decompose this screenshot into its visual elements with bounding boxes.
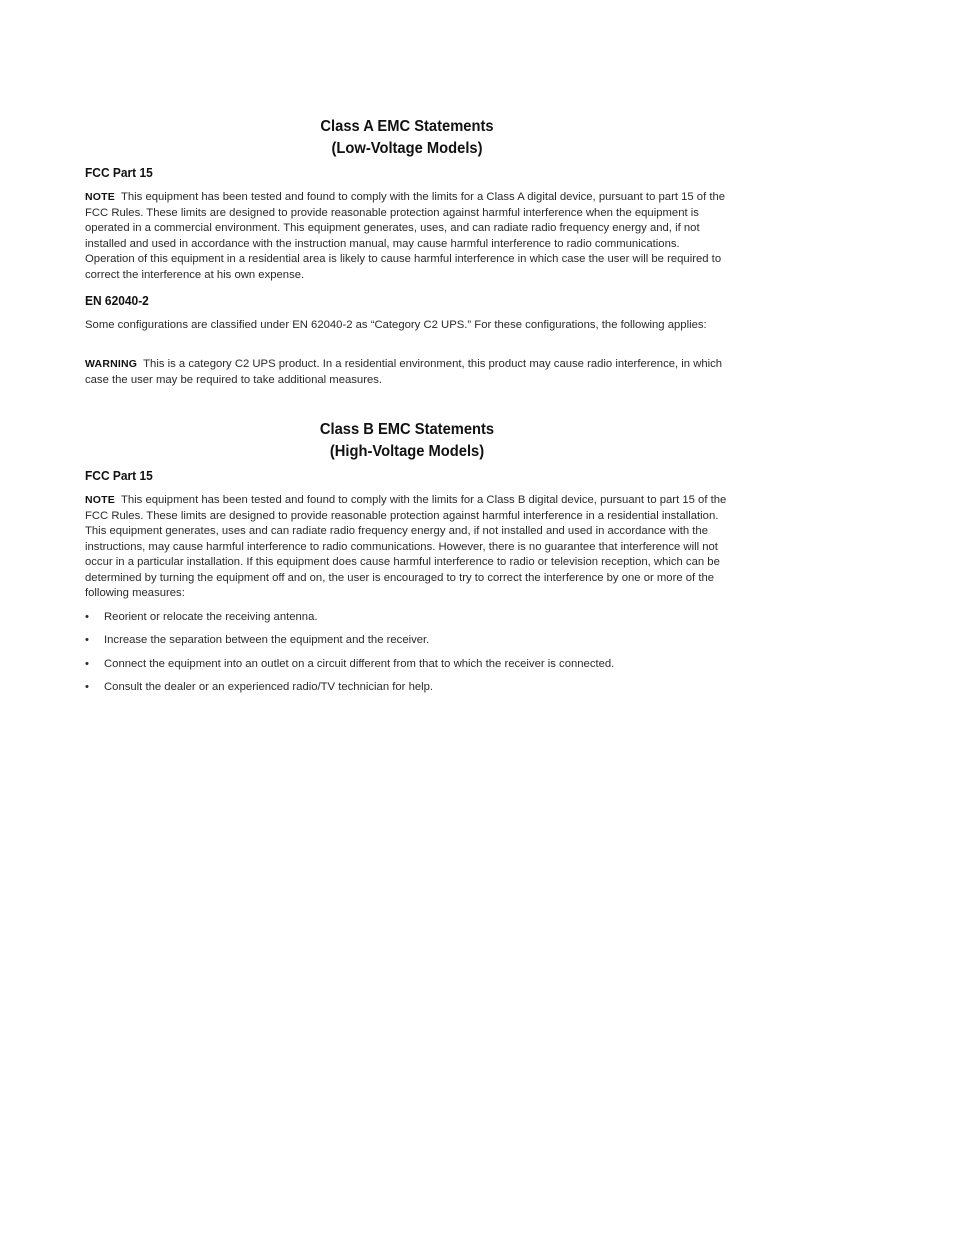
- class-a-note-text: This equipment has been tested and found to comply with the limits for a Class A digital device, pursuant to part 15 of the FCC Rules. These limits are designed to provide reasonable protection against harmful interference when the equipment is operated in a commercial environment. This equipment generates, uses, and can radiate radio frequency energy and, if not installed and used in accordance with the instruction manual, may cause harmful interference to radio communications. Operation of this equipment in a residential area is likely to cause harmful interference in which case the user will be required to correct the interference at his own expense.: [85, 191, 726, 281]
- bullet-icon: •: [85, 611, 89, 623]
- en-62040-paragraph: Some configurations are classified under EN 62040-2 as “Category C2 UPS.” For these configurations, the following applies:: [85, 319, 707, 331]
- class-b-fcc-heading: FCC Part 15: [85, 468, 153, 483]
- class-a-title: [111, 116, 703, 160]
- list-item-text: Connect the equipment into an outlet on a circuit different from that to which the receiver is connected.: [104, 657, 615, 670]
- list-item: [85, 610, 729, 633]
- note-label: NOTE: [85, 191, 115, 203]
- warning-paragraph: [85, 357, 729, 388]
- list-item: [85, 657, 729, 680]
- class-a-title-line2: (Low-Voltage Models): [331, 140, 483, 157]
- en-62040-heading: EN 62040-2: [85, 293, 149, 308]
- class-a-fcc-heading: FCC Part 15: [85, 165, 153, 180]
- class-a-note-paragraph: [85, 190, 729, 283]
- class-b-title: [111, 419, 703, 463]
- class-b-note-text: This equipment has been tested and found to comply with the limits for a Class B digital device, pursuant to part 15 of the FCC Rules. These limits are designed to provide reasonable protection against harmful interference in a residential installation. This equipment generates, uses and can radiate radio frequency energy and, if not installed and used in accordance with the instructions, may cause harmful interference to radio communications. However, there is no guarantee that interference will not occur in a particular installation. If this equipment does cause harmful interference to radio or television reception, which can be determined by turning the equipment off and on, the user is encouraged to try to correct the interference by one or more of the following measures:: [85, 494, 727, 599]
- bullet-icon: •: [85, 680, 89, 693]
- warning-label: WARNING: [85, 358, 138, 370]
- note-label: NOTE: [85, 494, 115, 506]
- bullet-icon: •: [85, 634, 89, 647]
- bullet-icon: •: [85, 657, 89, 670]
- measures-list: [85, 610, 729, 703]
- warning-text: This is a category C2 UPS product. In a residential environment, this product may cause radio interference, in which case the user may be required to take additional measures.: [85, 358, 723, 386]
- list-item: [85, 633, 729, 656]
- class-b-title-line2: (High-Voltage Models): [329, 443, 485, 460]
- list-item-text: Increase the separation between the equipment and the receiver.: [104, 634, 430, 647]
- list-item: [85, 680, 729, 703]
- class-b-note-paragraph: [85, 493, 729, 602]
- class-a-title-line1: Class A EMC Statements: [320, 118, 494, 135]
- list-item-text: Consult the dealer or an experienced radio/TV technician for help.: [104, 680, 434, 693]
- list-item-text: Reorient or relocate the receiving antenna.: [104, 611, 318, 623]
- class-b-title-line1: Class B EMC Statements: [319, 421, 495, 438]
